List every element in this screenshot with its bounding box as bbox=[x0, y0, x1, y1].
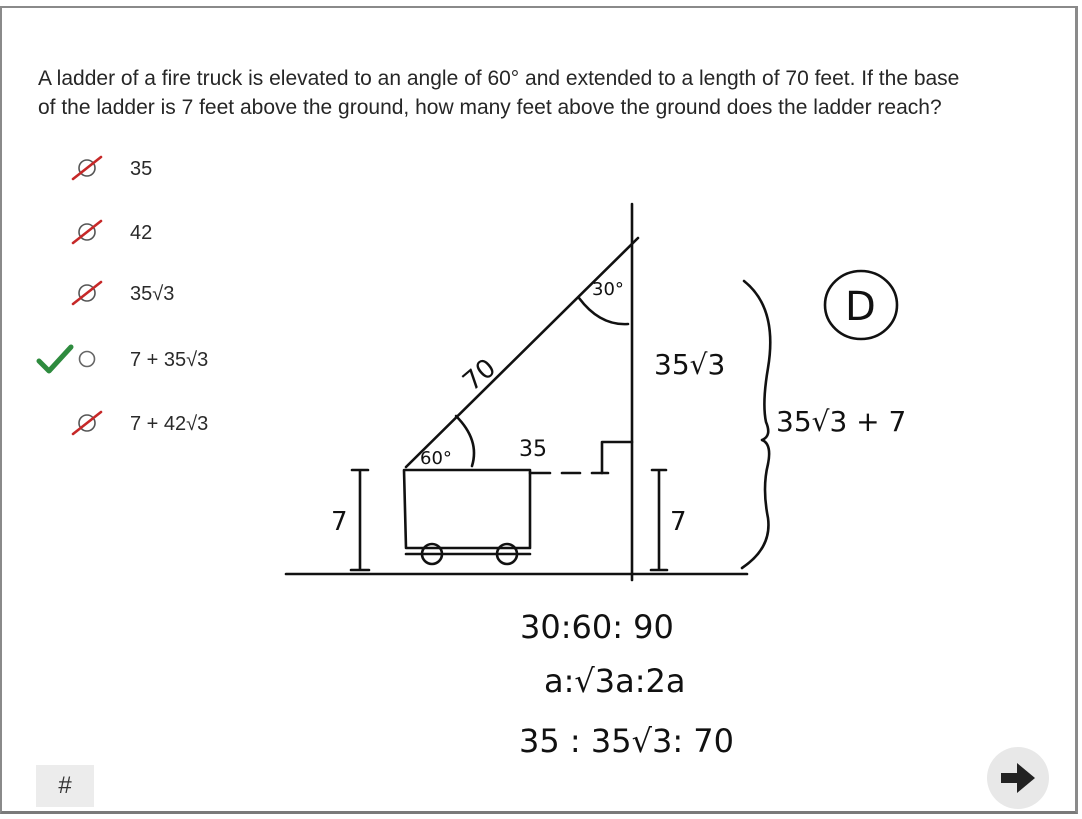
answer-letter-label: D bbox=[845, 284, 876, 330]
ratio-values-label: 35 : 35√3: 70 bbox=[519, 722, 734, 760]
total-height-label: 35√3 + 7 bbox=[776, 405, 907, 438]
left-height-bracket bbox=[351, 470, 369, 570]
height-leg-label: 35√3 bbox=[654, 348, 726, 381]
right-seven-label: 7 bbox=[670, 507, 687, 537]
right-angle-marker bbox=[602, 442, 632, 473]
option-label: 35√3 bbox=[130, 283, 175, 305]
angle-30-label: 30° bbox=[592, 279, 624, 300]
ratio-angles-label: 30:60: 90 bbox=[520, 608, 674, 646]
option-label: 35 bbox=[130, 158, 153, 180]
option-label: 7 + 42√3 bbox=[130, 413, 209, 435]
total-height-brace bbox=[742, 281, 770, 568]
option-label: 42 bbox=[130, 222, 153, 244]
option-label: 7 + 35√3 bbox=[130, 349, 209, 371]
hash-button[interactable]: # bbox=[36, 765, 94, 807]
left-seven-label: 7 bbox=[331, 507, 348, 537]
ladder-length-label: 70 bbox=[457, 353, 502, 398]
base-leg-label: 35 bbox=[519, 437, 547, 462]
arrow-right-icon bbox=[987, 747, 1049, 809]
angle-60-label: 60° bbox=[420, 448, 452, 469]
question-line-2: of the ladder is 7 feet above the ground, how many feet above the ground does the ladder reach? bbox=[38, 96, 942, 119]
question-card bbox=[0, 6, 1078, 814]
question-line-1: A ladder of a fire truck is elevated to an angle of 60° and extended to a length of 70 feet. If the base bbox=[38, 67, 960, 90]
ratio-general-label: a:√3a:2a bbox=[544, 662, 686, 700]
ladder-line bbox=[406, 238, 638, 467]
next-button[interactable] bbox=[987, 747, 1049, 809]
right-height-bracket bbox=[651, 470, 667, 570]
angle-arc-30 bbox=[579, 298, 628, 324]
handwritten-sketch bbox=[2, 8, 1078, 814]
truck-body bbox=[404, 470, 530, 548]
angle-arc-60 bbox=[456, 416, 474, 466]
